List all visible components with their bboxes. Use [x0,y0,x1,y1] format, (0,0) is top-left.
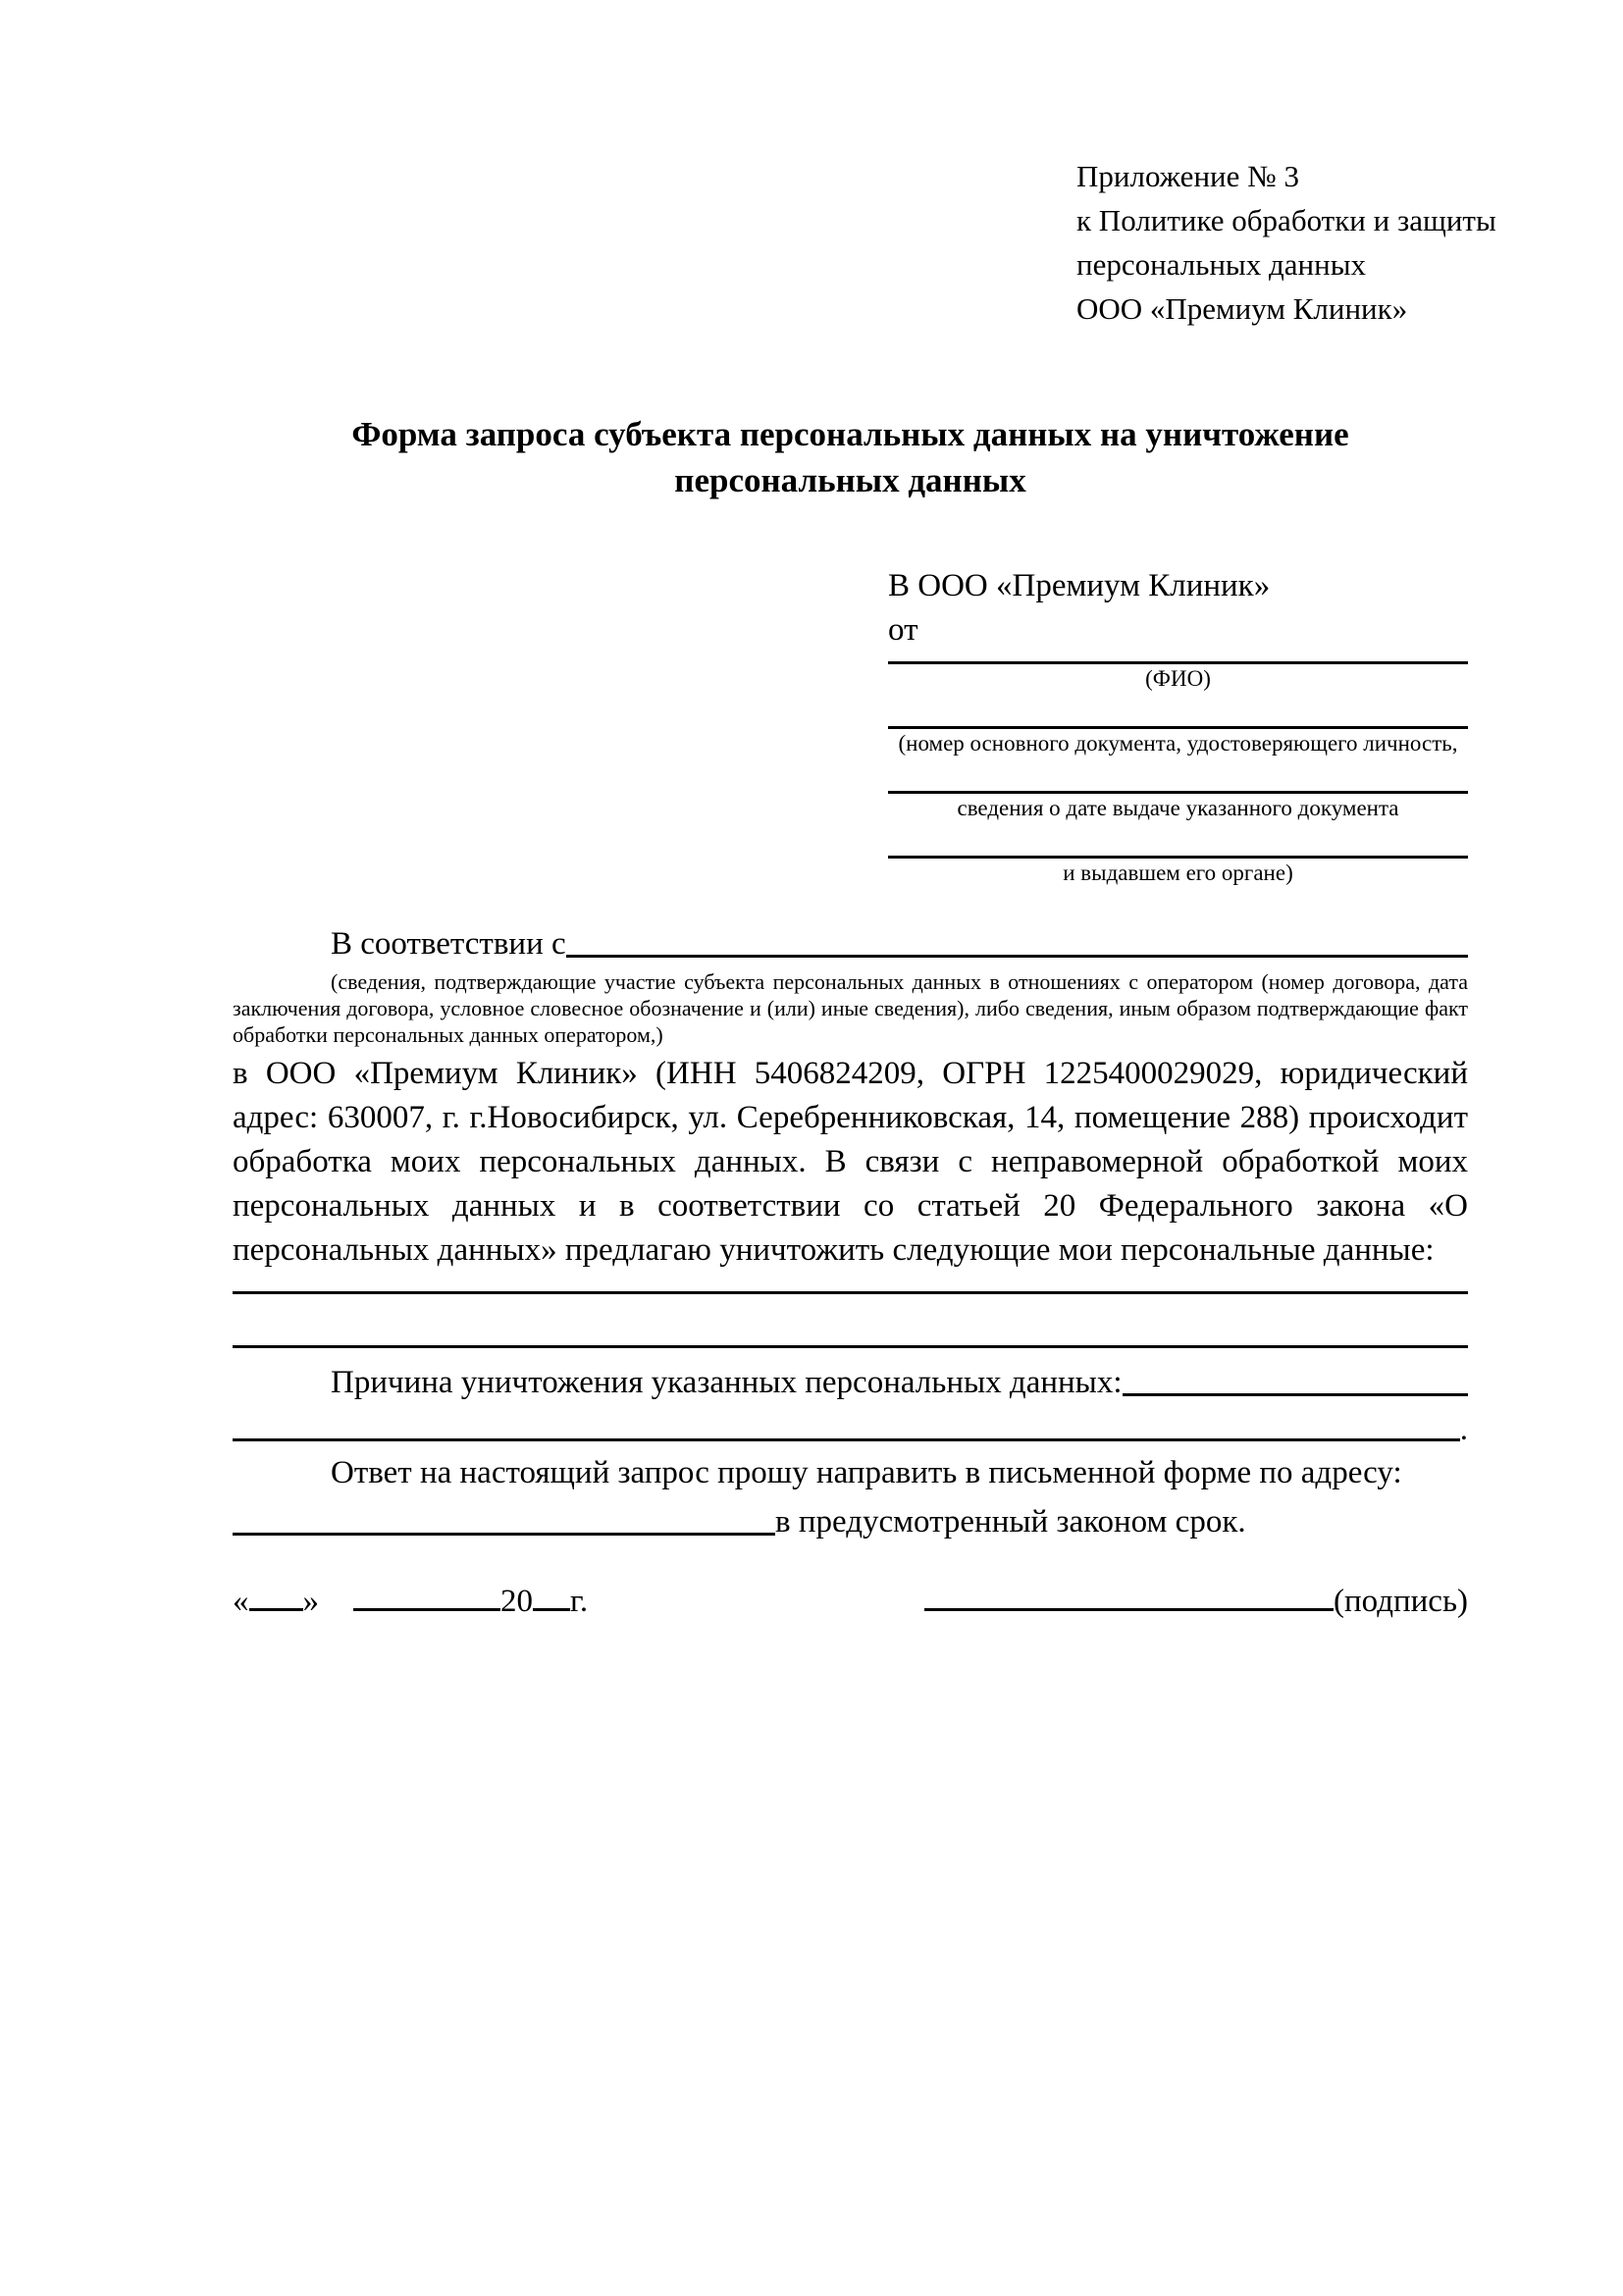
appendix-line: Приложение № 3 [1076,159,1299,193]
date-signature-row [233,1584,1468,1620]
reason-label: Причина уничтожения указанных персональных данных: [331,1365,1123,1400]
accordance-blank-line[interactable] [566,955,1468,958]
appendix-line: к Политике обработки и защиты [1076,203,1496,237]
accordance-row [233,917,1468,963]
address-row [233,1495,1468,1540]
addressee-to: В ООО «Премиум Клиник» [888,568,1271,603]
signature-line [924,1584,1468,1620]
date-open-quote: « [233,1584,249,1619]
appendix-line: ООО «Премиум Клиник» [1076,291,1408,326]
reason-blank-line[interactable] [1123,1393,1468,1396]
date-year-prefix: 20 [500,1584,533,1619]
response-paragraph: Ответ на настоящий запрос прошу направить в письменной форме по адресу: [331,1455,1402,1490]
issue-date-blank-line[interactable] [888,758,1468,794]
signature-caption: (подпись) [1334,1584,1468,1619]
personal-data-blank-line-1[interactable] [233,1273,1468,1294]
issuing-authority-caption: и выдавшем его органе) [1063,861,1293,885]
address-blank-line[interactable] [233,1533,775,1536]
period-mark: . [1459,1412,1468,1447]
date-year-suffix: г. [570,1584,589,1619]
appendix-block [1076,154,1496,331]
document-number-caption: (номер основного документа, удостоверяющего личность, [898,731,1458,756]
document-number-blank-line[interactable] [888,694,1468,729]
date-year-blank[interactable] [533,1601,570,1611]
signature-blank[interactable] [924,1601,1334,1611]
document-content [233,154,1496,1620]
addressee-from: от [888,612,918,648]
date-month-blank[interactable] [353,1601,500,1611]
reason-row [233,1356,1468,1401]
accordance-note: (сведения, подтверждающие участие субъекта персональных данных в отношениях с оператором (номер договора, дата заключения договора, условное словесное обозначение и (или) иные сведения), либо сведения, иным образом подтверждающие факт обработки персональных данных оператором,) [233,969,1468,1047]
personal-data-blank-line-2[interactable] [233,1294,1468,1348]
date-close-quote: » [302,1584,319,1619]
accordance-lead: В соответствии с [331,926,566,962]
issue-date-caption: сведения о дате выдаче указанного документа [957,796,1399,820]
date-line [233,1584,588,1620]
fio-caption: (ФИО) [1145,666,1211,691]
addressee-block [888,564,1468,888]
appendix-line: персональных данных [1076,247,1367,282]
reason-continuation-row [233,1405,1468,1446]
issuing-authority-blank-line[interactable] [888,823,1468,859]
reason-blank-line-2[interactable] [233,1438,1460,1441]
body-paragraph: в ООО «Премиум Клиник» (ИНН 5406824209, ОГРН 1225400029029, юридический адрес: 630007, г. г.Новосибирск, ул. Серебренниковская, 14, помещение 288) происходит обработка моих персональных данных. В связи с неправомерной обработкой моих персональных данных и в соответствии со статьей 20 Федерального закона «О персональных данных» предлагаю уничтожить следующие мои персональные данные: [233,1056,1468,1268]
fio-blank-line[interactable] [888,652,1468,664]
response-tail: в предусмотренный законом срок. [775,1504,1246,1539]
date-day-blank[interactable] [249,1601,303,1611]
page-title: Форма запроса субъекта персональных данных на уничтожение персональных данных [351,415,1349,499]
